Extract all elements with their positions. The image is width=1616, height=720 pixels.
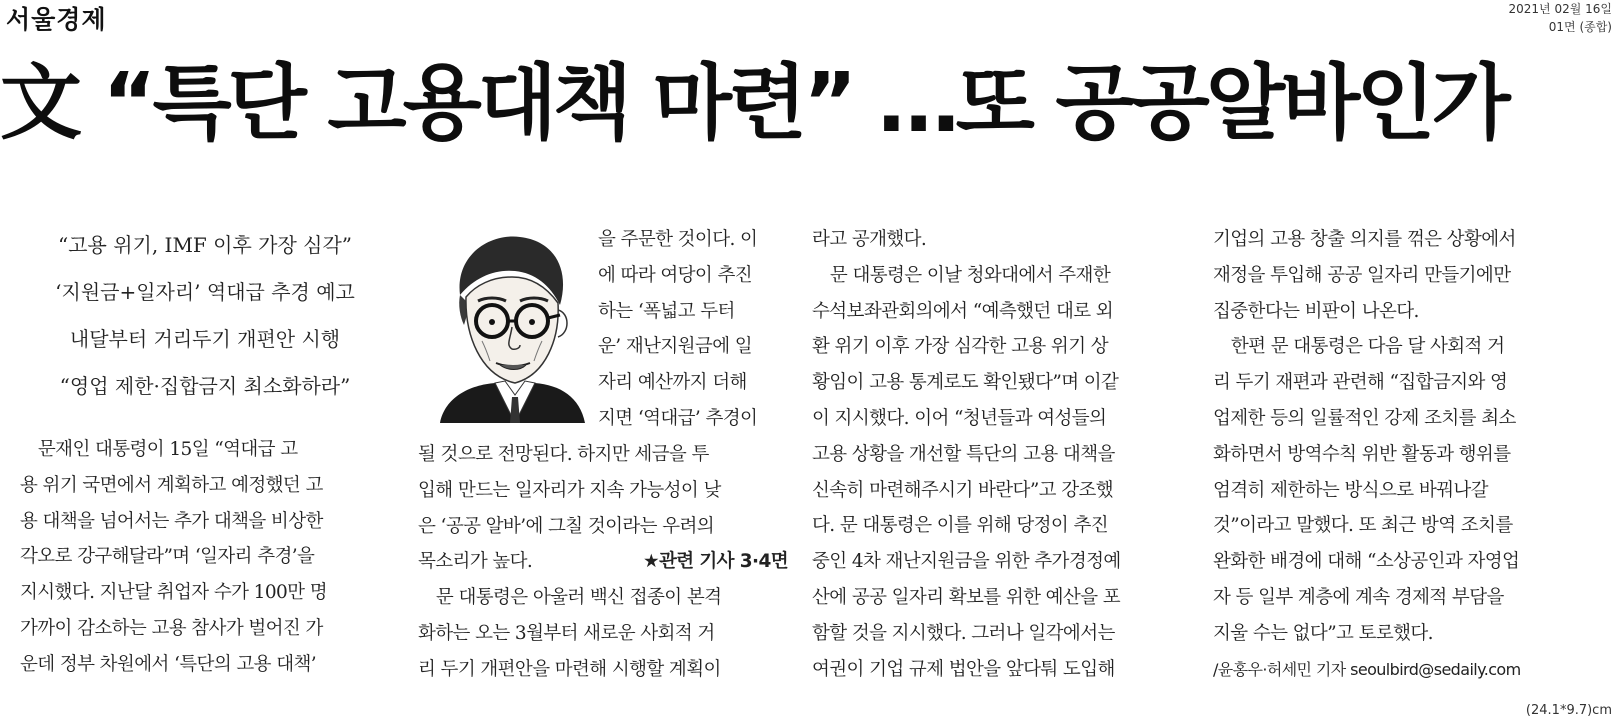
issue-meta (1509, 0, 1612, 36)
text-line: 라고 공개했다. (812, 229, 927, 250)
text-line: 운데 정부 차원에서 ‘특단의 고용 대책’ (20, 653, 317, 675)
subhead: ‘지원금+일자리’ 역대급 추경 예고 (55, 280, 355, 304)
subhead: “고용 위기, IMF 이후 가장 심각” (57, 233, 353, 257)
text-line: 지면 ‘역대급’ 추경이 (598, 407, 758, 429)
text-line: 문 대통령은 이날 청와대에서 주재한 (812, 264, 1111, 286)
text-line-segment: 목소리가 높다. (418, 551, 533, 573)
text-line: 자 등 일부 계층에 계속 경제적 부담을 (1213, 586, 1504, 608)
article-column-4 (1213, 222, 1593, 687)
text-line: 것”이라고 말했다. 또 최근 방역 조치를 (1213, 515, 1513, 537)
text-line: 입해 만드는 일자리가 지속 가능성이 낮 (418, 479, 721, 501)
issue-date: 2021년 02월 16일 (1508, 2, 1612, 16)
text-line: 문 대통령은 아울러 백신 접종이 본격 (418, 587, 722, 609)
text-line: 중인 4차 재난지원금을 위한 추가경정예 (812, 551, 1121, 573)
text-line: 완화한 배경에 대해 “소상공인과 자영업 (1213, 551, 1520, 573)
text-line: 재정을 투입해 공공 일자리 만들기에만 (1213, 264, 1511, 286)
portrait-illustration (420, 225, 590, 423)
text-line: 리 두기 개편안을 마련해 시행할 계획이 (418, 658, 721, 680)
text-line: 이 지시했다. 이어 “청년들과 여성들의 (812, 407, 1107, 429)
text-line: 은 ‘공공 알바’에 그칠 것이라는 우려의 (418, 515, 715, 537)
text-line: 다. 문 대통령은 이를 위해 당정이 추진 (812, 515, 1109, 537)
article-column-2-bottom (418, 437, 788, 688)
related-articles-link[interactable]: ★관련 기사 3·4면 (643, 551, 788, 573)
text-line: 함할 것을 지시했다. 그러나 일각에서는 (812, 622, 1115, 644)
portrait-drawing (420, 225, 590, 423)
text-line: 엄격히 제한하는 방식으로 바꿔나갈 (1213, 479, 1488, 501)
text-line: 화하는 오는 3월부터 새로운 사회적 거 (418, 622, 715, 644)
text-line: 운’ 재난지원금에 일 (598, 336, 753, 358)
text-line: 지시했다. 지난달 취업자 수가 100만 명 (20, 582, 327, 604)
text-line: 에 따라 여당이 추진 (598, 264, 753, 286)
text-line: 화하면서 방역수칙 위반 활동과 행위를 (1213, 443, 1511, 465)
text-line: 황임이 고용 통계로도 확인됐다”며 이같 (812, 372, 1119, 394)
text-line: 신속히 마련해주시기 바란다”고 강조했 (812, 479, 1114, 501)
page-label: 01면 (종합) (1548, 20, 1612, 34)
text-line: 각오로 강구해달라”며 ‘일자리 추경’을 (20, 546, 315, 568)
subheads (20, 222, 390, 410)
text-line: 될 것으로 전망된다. 하지만 세금을 투 (418, 444, 709, 465)
headline: 文 “특단 고용대책 마련” …또 공공알바인가 (0, 56, 1507, 151)
text-line (418, 544, 788, 580)
text-line: 하는 ‘폭넓고 두터 (598, 300, 735, 322)
byline: /윤홍우·허세민 기자 seoulbird@sedaily.com (1213, 659, 1521, 679)
subhead: 내달부터 거리두기 개편안 시행 (69, 327, 341, 351)
article-column-3 (812, 222, 1182, 687)
text-line: 을 주문한 것이다. 이 (598, 229, 758, 250)
text-line: 산에 공공 일자리 확보를 위한 예산을 포 (812, 586, 1121, 608)
text-line: 집중한다는 비판이 나온다. (1213, 300, 1419, 322)
newspaper-masthead: 서울경제 (6, 5, 107, 34)
article-column-2-top (598, 222, 788, 437)
text-line: 가까이 감소하는 고용 참사가 벌어진 가 (20, 617, 323, 639)
text-line: 용 위기 국면에서 계획하고 예정했던 고 (20, 474, 323, 496)
text-line: 문재인 대통령이 15일 “역대급 고 (20, 439, 298, 460)
text-line: 용 대책을 넘어서는 추가 대책을 비상한 (20, 510, 323, 532)
text-line: 환 위기 이후 가장 심각한 고용 위기 상 (812, 336, 1109, 358)
text-line: 자리 예산까지 더해 (598, 372, 747, 394)
text-line: 기업의 고용 창출 의지를 꺾은 상황에서 (1213, 229, 1516, 250)
text-line: 수석보좌관회의에서 “예측했던 대로 외 (812, 300, 1114, 322)
text-line: 여권이 기업 규제 법안을 앞다퉈 도입해 (812, 658, 1115, 680)
text-line: 한편 문 대통령은 다음 달 사회적 거 (1213, 336, 1505, 358)
text-line: 고용 상황을 개선할 특단의 고용 대책을 (812, 443, 1115, 465)
article-size-note: (24.1*9.7)cm (1525, 703, 1612, 718)
text-line: 리 두기 재편과 관련해 “집합금지와 영 (1213, 372, 1508, 394)
article-column-1 (20, 432, 395, 683)
text-line: 업제한 등의 일률적인 강제 조치를 최소 (1213, 407, 1516, 429)
text-line: 지울 수는 없다”고 토로했다. (1213, 622, 1433, 644)
subhead: “영업 제한·집합금지 최소화하라” (59, 374, 351, 398)
